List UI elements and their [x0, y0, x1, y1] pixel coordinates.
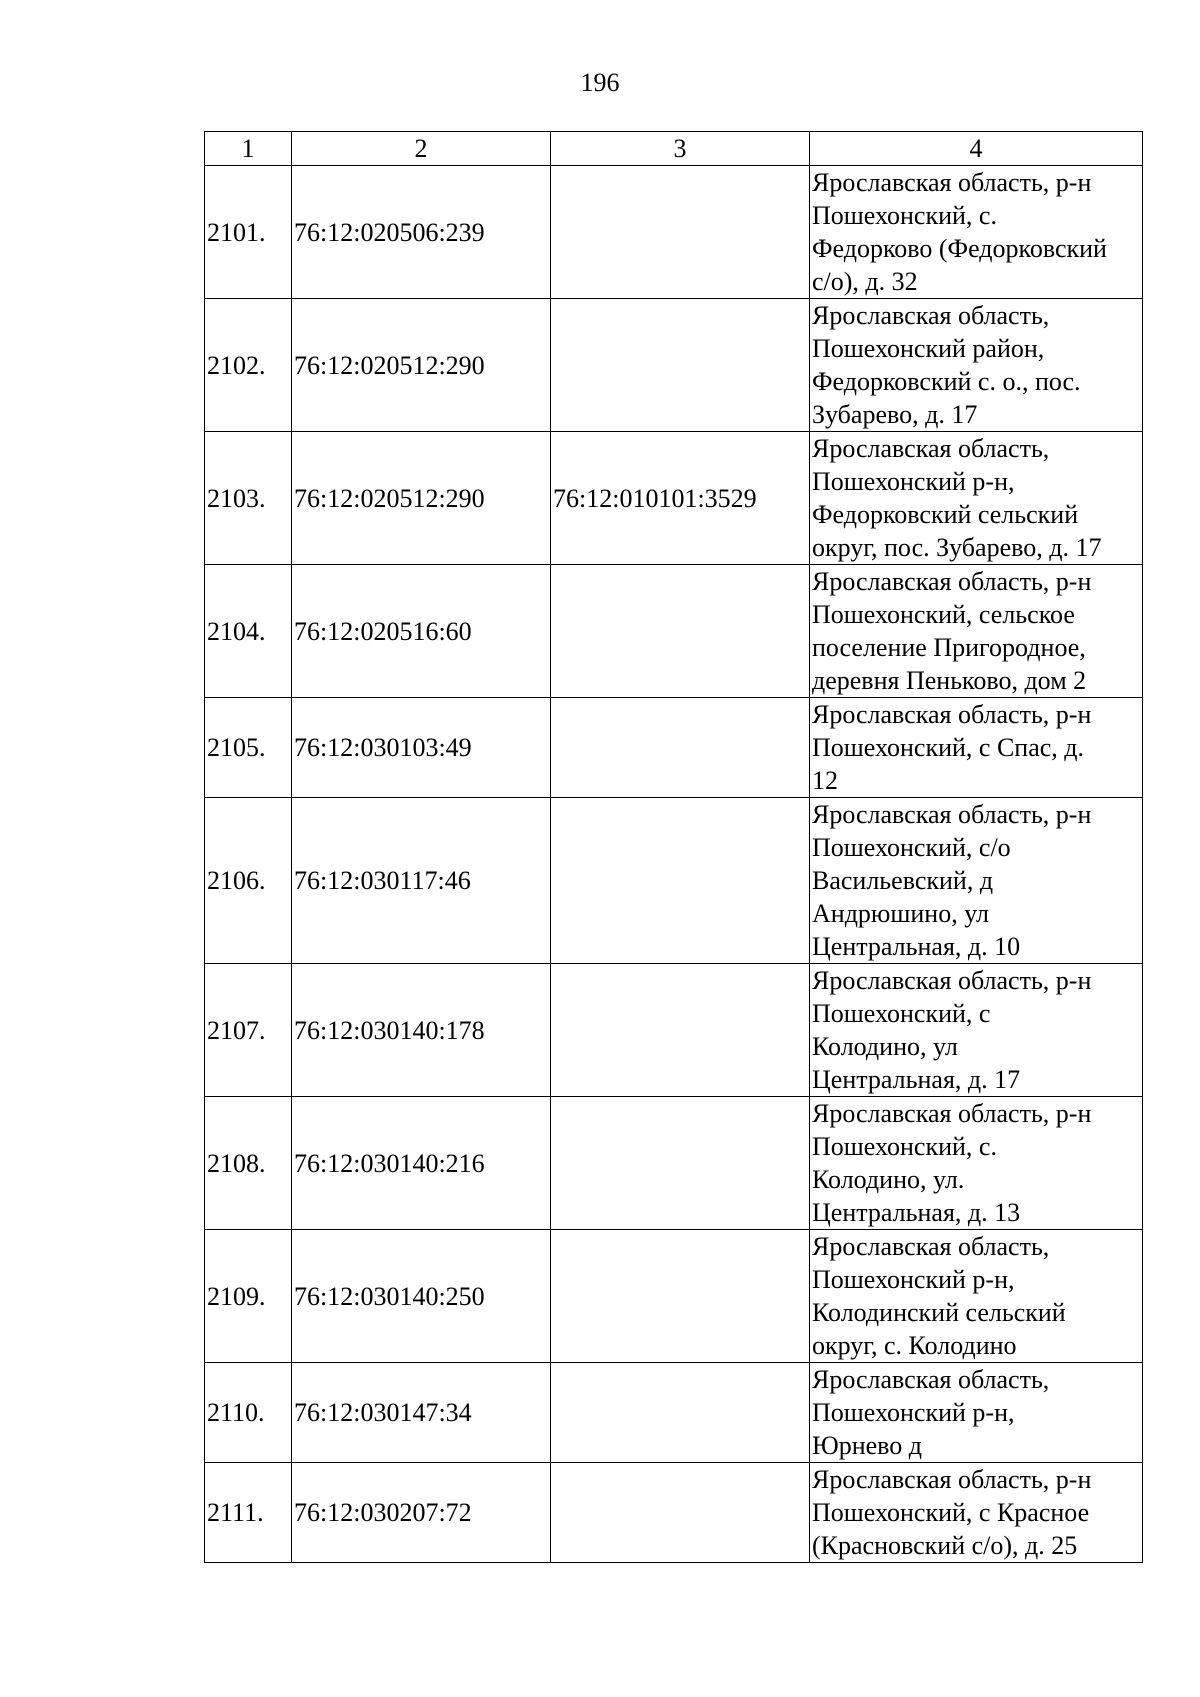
cadastral-number: 76:12:020512:290: [292, 299, 551, 432]
address-line: Колодино, ул: [812, 1032, 958, 1061]
related-cadastral-number: [551, 964, 810, 1097]
cadastral-number: 76:12:020506:239: [292, 166, 551, 299]
address-line: округ, с. Колодино: [812, 1331, 1017, 1360]
address-line: Центральная, д. 17: [812, 1065, 1021, 1094]
row-number: 2110.: [205, 1363, 292, 1463]
table-header: [205, 132, 1143, 166]
address-line: Ярославская область, р-н: [812, 168, 1092, 197]
row-number: 2106.: [205, 798, 292, 964]
table-body: [205, 166, 1143, 1563]
address-cell: [810, 698, 1143, 798]
address-line: Федорково (Федорковский: [812, 234, 1107, 263]
address-line: Пошехонский, с/о: [812, 833, 1011, 862]
address-line: округ, пос. Зубарево, д. 17: [812, 533, 1102, 562]
address-line: Пошехонский р-н,: [812, 1265, 1015, 1294]
table-row: [205, 166, 1143, 299]
cadastral-number: 76:12:030140:178: [292, 964, 551, 1097]
address-line: Колодино, ул.: [812, 1165, 965, 1194]
address-line: Пошехонский, с: [812, 999, 991, 1028]
related-cadastral-number: [551, 1363, 810, 1463]
address-line: Пошехонский р-н,: [812, 1398, 1015, 1427]
address-line: Ярославская область, р-н: [812, 1099, 1092, 1128]
address-line: Центральная, д. 13: [812, 1198, 1021, 1227]
address-line: Ярославская область,: [812, 1365, 1050, 1394]
address-cell: [810, 1097, 1143, 1230]
table-row: [205, 432, 1143, 565]
row-number: 2108.: [205, 1097, 292, 1230]
header-col-1: 1: [205, 132, 292, 166]
related-cadastral-number: [551, 1463, 810, 1563]
row-number: 2105.: [205, 698, 292, 798]
address-line: 12: [812, 766, 838, 795]
address-line: Ярославская область,: [812, 1232, 1050, 1261]
address-line: деревня Пеньково, дом 2: [812, 666, 1087, 695]
address-line: Пошехонский, сельское: [812, 600, 1075, 629]
address-line: Ярославская область, р-н: [812, 1465, 1092, 1494]
address-line: Пошехонский, с.: [812, 1132, 997, 1161]
address-line: Ярославская область, р-н: [812, 700, 1092, 729]
table-row: [205, 698, 1143, 798]
address-cell: [810, 964, 1143, 1097]
address-line: Федорковский с. о., пос.: [812, 367, 1081, 396]
table-row: [205, 299, 1143, 432]
address-line: с/о), д. 32: [812, 267, 918, 296]
address-cell: [810, 1230, 1143, 1363]
table-row: [205, 565, 1143, 698]
row-number: 2104.: [205, 565, 292, 698]
address-cell: [810, 166, 1143, 299]
row-number: 2103.: [205, 432, 292, 565]
cadastral-number: 76:12:030117:46: [292, 798, 551, 964]
row-number: 2109.: [205, 1230, 292, 1363]
address-cell: [810, 565, 1143, 698]
header-col-3: 3: [551, 132, 810, 166]
cadastral-number: 76:12:030207:72: [292, 1463, 551, 1563]
cadastral-number: 76:12:030140:250: [292, 1230, 551, 1363]
address-line: Ярославская область, р-н: [812, 567, 1092, 596]
cadastral-number: 76:12:020516:60: [292, 565, 551, 698]
row-number: 2107.: [205, 964, 292, 1097]
address-line: Ярославская область, р-н: [812, 966, 1092, 995]
related-cadastral-number: 76:12:010101:3529: [551, 432, 810, 565]
row-number: 2101.: [205, 166, 292, 299]
address-line: поселение Пригородное,: [812, 633, 1086, 662]
address-line: Зубарево, д. 17: [812, 400, 978, 429]
address-line: Пошехонский район,: [812, 334, 1045, 363]
address-line: Андрюшино, ул: [812, 899, 990, 928]
cadastral-number: 76:12:030103:49: [292, 698, 551, 798]
related-cadastral-number: [551, 299, 810, 432]
address-line: Ярославская область,: [812, 301, 1050, 330]
cadastral-number: 76:12:030147:34: [292, 1363, 551, 1463]
table-row: [205, 1363, 1143, 1463]
registry-table: [204, 131, 1143, 1563]
address-line: (Красновский с/о), д. 25: [812, 1531, 1078, 1560]
cadastral-number: 76:12:030140:216: [292, 1097, 551, 1230]
table-row: [205, 1463, 1143, 1563]
address-line: Центральная, д. 10: [812, 932, 1021, 961]
address-line: Пошехонский, с Спас, д.: [812, 733, 1085, 762]
address-line: Колодинский сельский: [812, 1298, 1066, 1327]
table-row: [205, 1230, 1143, 1363]
header-row: [205, 132, 1143, 166]
table-row: [205, 1097, 1143, 1230]
address-line: Ярославская область, р-н: [812, 800, 1092, 829]
address-line: Пошехонский, с.: [812, 201, 997, 230]
address-cell: [810, 299, 1143, 432]
related-cadastral-number: [551, 798, 810, 964]
header-col-4: 4: [810, 132, 1143, 166]
page-number: 196: [580, 68, 620, 97]
address-cell: [810, 798, 1143, 964]
related-cadastral-number: [551, 166, 810, 299]
row-number: 2102.: [205, 299, 292, 432]
address-line: Юрнево д: [812, 1431, 923, 1460]
address-line: Федорковский сельский: [812, 500, 1079, 529]
related-cadastral-number: [551, 565, 810, 698]
address-line: Пошехонский, с Красное: [812, 1498, 1090, 1527]
table-row: [205, 964, 1143, 1097]
address-cell: [810, 1363, 1143, 1463]
address-cell: [810, 1463, 1143, 1563]
related-cadastral-number: [551, 1230, 810, 1363]
header-col-2: 2: [292, 132, 551, 166]
address-line: Васильевский, д: [812, 866, 994, 895]
row-number: 2111.: [205, 1463, 292, 1563]
table-row: [205, 798, 1143, 964]
address-line: Пошехонский р-н,: [812, 467, 1015, 496]
related-cadastral-number: [551, 1097, 810, 1230]
related-cadastral-number: [551, 698, 810, 798]
address-cell: [810, 432, 1143, 565]
address-line: Ярославская область,: [812, 434, 1050, 463]
cadastral-number: 76:12:020512:290: [292, 432, 551, 565]
